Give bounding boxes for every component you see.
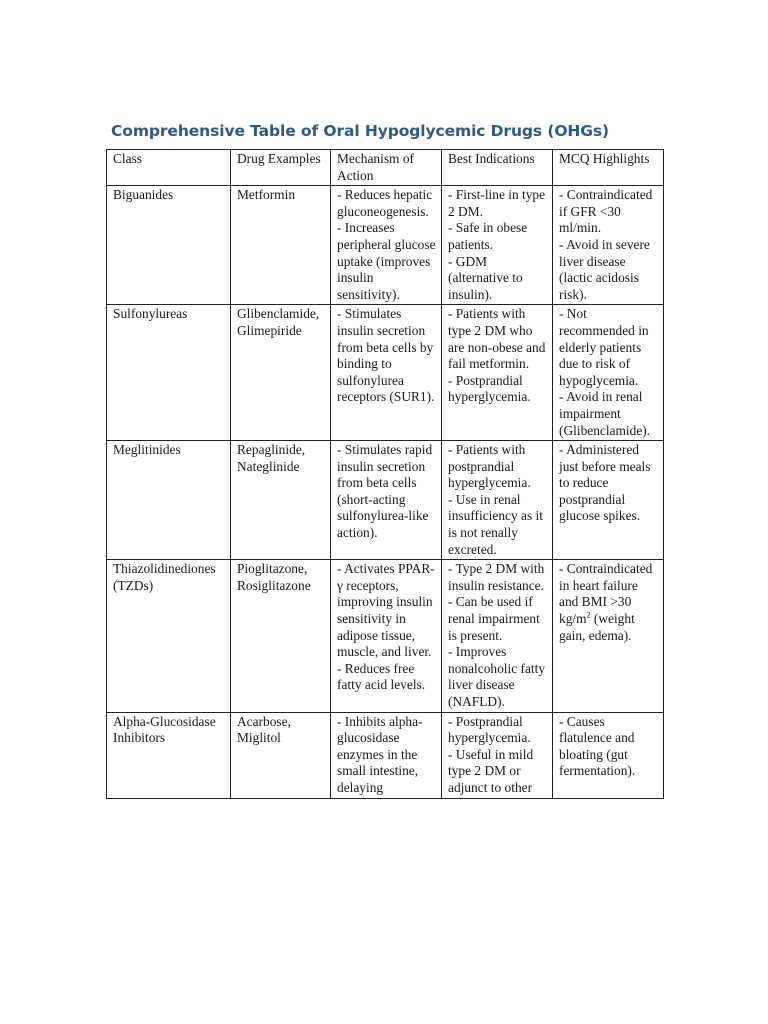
indication-line: - Postprandial hyperglycemia.: [448, 713, 531, 746]
cell-indications: [442, 305, 553, 441]
cell-mcq: [553, 186, 664, 305]
table-row: [107, 712, 664, 798]
indication-line: - Patients with type 2 DM who are non-obese and fail metformin.: [448, 306, 546, 372]
mechanism-line: - Reduces hepatic gluconeogenesis.: [337, 187, 433, 219]
mcq-line: - Causes flatulence and bloating (gut fermentation).: [559, 713, 636, 779]
cell-drugs: Metformin: [231, 186, 331, 305]
cell-class: Meglitinides: [107, 441, 231, 560]
indication-line: - Safe in obese patients.: [448, 220, 528, 252]
document-title: Comprehensive Table of Oral Hypoglycemic Drugs (OHGs): [111, 122, 609, 140]
mechanism-line: - Increases peripheral glucose uptake (improves insulin sensitivity).: [337, 220, 436, 302]
cell-mcq: [553, 305, 664, 441]
mcq-line: [559, 561, 658, 644]
mcq-line: - Administered just before meals to reduce postprandial glucose spikes.: [559, 442, 651, 524]
table-row: [107, 441, 664, 560]
table-row: [107, 305, 664, 441]
mcq-text: (weight gain, edema).: [559, 611, 635, 643]
indication-line: - Use in renal insufficiency as it is not renally excreted.: [448, 491, 543, 557]
cell-mechanism: [331, 305, 442, 441]
cell-drugs: Pioglitazone, Rosiglitazone: [231, 560, 331, 712]
mechanism-line: - Stimulates rapid insulin secretion from beta cells (short-acting sulfonylurea-like action).: [337, 442, 433, 541]
cell-indications: [442, 441, 553, 560]
mcq-text: - Contraindicated in heart failure and BMI >30 kg/m: [559, 561, 653, 627]
header-indications: Best Indications: [442, 150, 553, 186]
table-row: [107, 186, 664, 305]
cell-mechanism: [331, 186, 442, 305]
mechanism-line: - Stimulates insulin secretion from beta cells by binding to sulfonylurea receptors (SUR1).: [337, 306, 435, 405]
mcq-line: - Contraindicated if GFR <30 ml/min.: [559, 187, 653, 236]
cell-class: Thiazolidinediones (TZDs): [107, 560, 231, 712]
mechanism-line: - Activates PPAR-γ receptors, improving insulin sensitivity in adipose tissue, muscle, and liver.: [337, 561, 435, 660]
indication-line: - Postprandial hyperglycemia.: [448, 372, 531, 405]
table-header-row: [107, 150, 664, 186]
cell-mcq: [553, 441, 664, 560]
superscript: 2: [586, 610, 591, 620]
header-mechanism: Mechanism of Action: [331, 150, 442, 186]
header-drug-examples: Drug Examples: [231, 150, 331, 186]
cell-mechanism: [331, 560, 442, 712]
cell-indications: [442, 712, 553, 798]
cell-drugs: Repaglinide, Nateglinide: [231, 441, 331, 560]
mcq-line: - Avoid in severe liver disease (lactic acidosis risk).: [559, 236, 650, 302]
cell-class: Sulfonylureas: [107, 305, 231, 441]
mcq-line: - Not recommended in elderly patients due to risk of hypoglycemia.: [559, 306, 649, 388]
cell-indications: [442, 186, 553, 305]
cell-mechanism: [331, 441, 442, 560]
cell-mechanism: [331, 712, 442, 798]
indication-line: - Can be used if renal impairment is present.: [448, 594, 540, 643]
mechanism-line: - Reduces free fatty acid levels.: [337, 660, 426, 693]
indication-line: - Type 2 DM with insulin resistance.: [448, 561, 545, 593]
mechanism-line: - Inhibits alpha-glucosidase enzymes in the small intestine, delaying: [337, 713, 423, 795]
cell-drugs: Glibenclamide, Glimepiride: [231, 305, 331, 441]
cell-class: Biguanides: [107, 186, 231, 305]
indication-line: - Patients with postprandial hyperglycemia.: [448, 442, 531, 491]
header-class: Class: [107, 150, 231, 186]
cell-drugs: Acarbose, Miglitol: [231, 712, 331, 798]
ohg-table: [106, 149, 664, 799]
cell-mcq: [553, 712, 664, 798]
indication-line: - Useful in mild type 2 DM or adjunct to other: [448, 746, 534, 795]
cell-indications: [442, 560, 553, 712]
indication-line: - First-line in type 2 DM.: [448, 187, 546, 219]
cell-mcq: [553, 560, 664, 712]
table-row: [107, 560, 664, 712]
mcq-line: - Avoid in renal impairment (Glibenclamide).: [559, 389, 651, 438]
indication-line: - GDM (alternative to insulin).: [448, 253, 523, 302]
cell-class: Alpha-Glucosidase Inhibitors: [107, 712, 231, 798]
indication-line: - Improves nonalcoholic fatty liver disease (NAFLD).: [448, 644, 546, 709]
header-mcq: MCQ Highlights: [553, 150, 664, 186]
